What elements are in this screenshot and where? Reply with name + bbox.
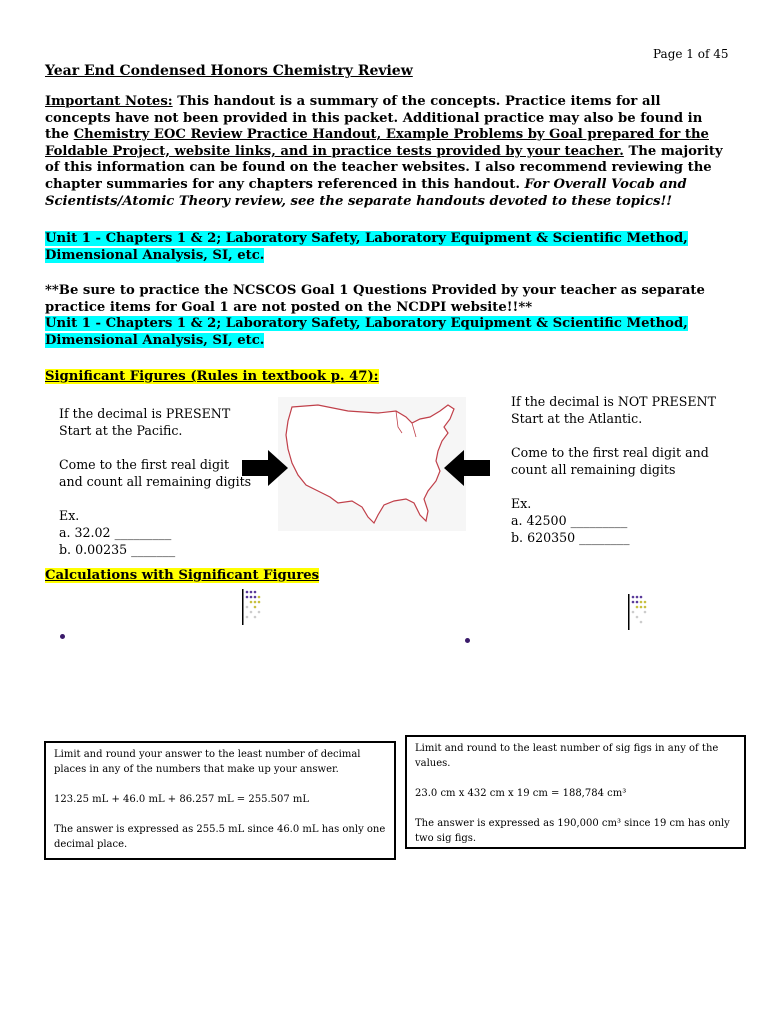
important-notes	[45, 94, 725, 210]
left-rule-line2: Start at the Pacific.	[59, 423, 183, 438]
sigfig-heading-text: Significant Figures (Rules in textbook p. 47):	[45, 369, 379, 384]
right-example-label: Ex.	[511, 496, 532, 511]
unit-heading-1	[45, 230, 725, 264]
notes-label: Important Notes:	[45, 94, 173, 109]
decorative-dots-icon	[628, 594, 652, 630]
addition-rule-box	[44, 741, 396, 860]
multiplication-example: 23.0 cm x 432 cm x 19 cm = 188,784 cm³	[415, 788, 627, 799]
notes-italic-note: For Overall Vocab and Scientists/Atomic Theory review, see the separate handouts devoted to these topics!!	[45, 176, 687, 209]
notes-text-1: This handout is a summary of the concepts. Practice items for all concepts have not been provided in this packet. Additional practice may also be found in the	[45, 94, 703, 143]
practice-note-text: **Be sure to practice the NCSCOS Goal 1 Questions Provided by your teacher as separate practice items for Goal 1 are not posted on the NCDPI website!!**	[45, 283, 705, 315]
multiplication-rule-box	[405, 735, 746, 849]
unit-heading-1-text: Unit 1 - Chapters 1 & 2; Laboratory Safety, Laboratory Equipment & Scientific Method, Dimensional Analysis, SI, etc.	[45, 231, 688, 263]
addition-example: 123.25 mL + 46.0 mL + 86.257 mL = 255.507 mL	[54, 794, 310, 805]
left-rule-line1: If the decimal is PRESENT	[59, 406, 231, 421]
practice-note	[45, 283, 725, 349]
unit-heading-2-text: Unit 1 - Chapters 1 & 2; Laboratory Safety, Laboratory Equipment & Scientific Method, Dimensional Analysis, SI, etc.	[45, 316, 688, 348]
multiplication-explanation: The answer is expressed as 190,000 cm³ since 19 cm has only two sig figs.	[415, 818, 730, 844]
notes-underlined-resources: Chemistry EOC Review Practice Handout, Example Problems by Goal prepared for the Foldable Project, website links, and in practice tests provided by your teacher.	[45, 127, 709, 159]
calc-heading	[45, 568, 319, 583]
right-rule-line1: If the decimal is NOT PRESENT	[511, 394, 716, 409]
addition-explanation: The answer is expressed as 255.5 mL since 46.0 mL has only one decimal place.	[54, 824, 386, 850]
right-rule-line4: count all remaining digits	[511, 462, 676, 477]
page-title: Year End Condensed Honors Chemistry Review	[45, 63, 413, 79]
bullet-point	[465, 638, 470, 643]
sigfig-heading	[45, 369, 379, 384]
right-rule-line2: Start at the Atlantic.	[511, 411, 643, 426]
left-example-label: Ex.	[59, 508, 80, 523]
right-example-b: b. 620350 ________	[511, 530, 630, 545]
bullet-point	[60, 634, 65, 639]
arrow-right-icon	[240, 450, 290, 486]
decorative-dots-icon	[242, 589, 266, 625]
left-rule-line3: Come to the first real digit	[59, 457, 230, 472]
usa-outline-icon	[278, 397, 466, 531]
calc-heading-text: Calculations with Significant Figures	[45, 568, 320, 583]
left-example-b: b. 0.00235 _______	[59, 542, 176, 557]
page-number: Page 1 of 45	[653, 47, 729, 61]
right-rule-column	[511, 393, 741, 546]
left-example-a: a. 32.02 _________	[59, 525, 172, 540]
multiplication-rule-text: Limit and round to the least number of sig figs in any of the values.	[415, 743, 719, 769]
right-rule-line3: Come to the first real digit and	[511, 445, 709, 460]
addition-rule-text: Limit and round your answer to the least number of decimal places in any of the numbers that make up your answer.	[54, 749, 361, 775]
left-rule-line4: and count all remaining digits	[59, 474, 252, 489]
right-example-a: a. 42500 _________	[511, 513, 628, 528]
arrow-left-icon	[444, 450, 492, 486]
usa-map-image	[278, 397, 466, 531]
notes-text-2: The majority of this information can be found on the teacher websites. I also recommend reviewing the chapter summaries for any chapters referenced in this handout.	[45, 143, 723, 192]
